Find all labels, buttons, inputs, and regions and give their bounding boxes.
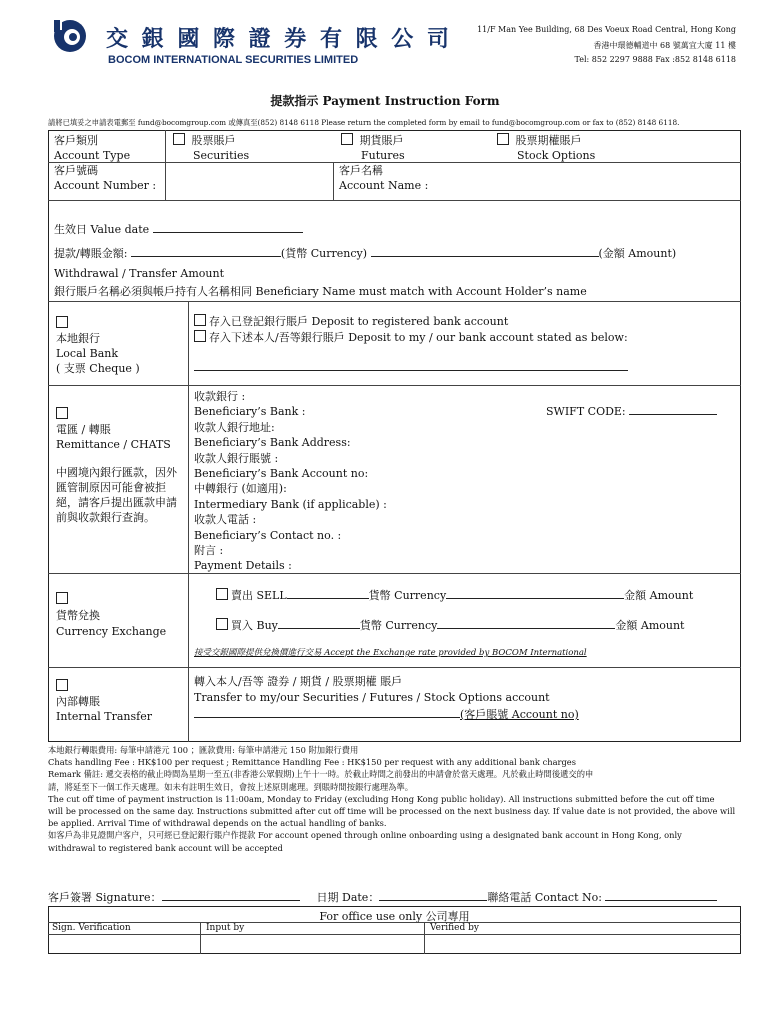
stock-options-checkbox[interactable] (497, 133, 509, 145)
amount-field[interactable]: 提款/轉賬金額: (貨幣 Currency) (金額 Amount) (54, 247, 677, 260)
form-instruction: 請將已填妥之申請表電郵至 fund@bocomgroup.com 或傳真至(852) 8148 6118 Please return the completed form by email to fund@bocomgroup.com or fax to (852) 8148 6118. (48, 118, 680, 127)
stated-account-checkbox[interactable] (194, 330, 206, 342)
remittance-fields[interactable]: 收款銀行 : Beneficiary’s Bank : SWIFT CODE: 收款人銀行地址: Beneficiary’s Bank Address: 收款人銀行賬號 : Beneficiary’s Bank Account no: 中轉銀行 (如適用): Intermediary Bank (if applicable) : 收款人電話 : Beneficiary’s Contact no. : 附言 : Payment Details : (194, 389, 734, 574)
address-en: 11/F Man Yee Building, 68 Des Voeux Road Central, Hong Kong (477, 25, 736, 34)
fees-remarks: 本地銀行轉賬費用: 每筆申請港元 100 ；匯款費用: 每筆申請港元 150 附加銀行費用 Chats handling Fee : HK$100 per request ; Remittance Handling Fee : HK$150 per request with any additional bank charges Remark 備註: 遞交表格的截止時間為星期一至五(非香港公眾假期)上午十一時。於截止時間之前發出的申請會於當天處理。凡於截止時間後遞交的申 請，將延至下一個工作天處理。如未有註明生效日，會按上述原則處理。到賬時間按銀行處理為準。 The cut off time of payment instruction is 11:00am, Monday to Friday (excluding Hong Kong public holiday). All instructions submitted before the cut off time will be processed on the same day. Instructions submitted after cut off time will be processed on the next business day. If value date is not provided, the above will be applied. Arrival Time of withdrawal depends on the actual handling of banks. 如客戶為非見證開户客户，只可經已登記銀行賬户作提款 For account opened through online onboarding using a designated bank account in Hong Kong, only withdrawal to registered bank account will be accepted (48, 745, 736, 853)
sell-row[interactable]: 賣出 SELL 貨幣 Currency 金額 Amount (216, 587, 693, 603)
internal-account-field[interactable]: (客戶賬號 Account no) (194, 706, 579, 722)
sell-checkbox[interactable] (216, 588, 228, 600)
securities-option[interactable]: 股票賬戶 Securities (173, 133, 249, 163)
stock-options-option[interactable]: 股票期權賬戶 Stock Options (497, 133, 595, 163)
local-bank-options[interactable]: 存入已登記銀行賬戶 Deposit to registered bank account 存入下述本人/吾等銀行賬戶 Deposit to my / our bank account stated as below: (194, 314, 628, 346)
withdrawal-label: Withdrawal / Transfer Amount (54, 267, 224, 280)
remittance-checkbox[interactable] (56, 407, 68, 419)
futures-option[interactable]: 期貨賬戶 Futures (341, 133, 405, 163)
account-name-label: 客戶名稱 Account Name : (339, 164, 429, 192)
form-title: 提款指示 Payment Instruction Form (270, 94, 500, 108)
address-cn: 香港中環德輔道中 68 號萬宜大廈 11 樓 (593, 41, 736, 50)
value-date-field[interactable]: 生效日 Value date (54, 221, 303, 237)
remittance-note: 中國境內銀行匯款，因外匯管制原因可能會被拒絕，請客戶提出匯款申請前與收款銀行查詢。 (56, 466, 177, 524)
futures-checkbox[interactable] (341, 133, 353, 145)
tel-fax: Tel: 852 2297 9888 Fax :852 8148 6118 (574, 55, 736, 64)
company-name-en: BOCOM INTERNATIONAL SECURITIES LIMITED (108, 54, 359, 66)
internal-transfer-section[interactable]: 內部轉賬 Internal Transfer (56, 679, 152, 724)
verified-by-label: Verified by (430, 923, 479, 933)
bocom-logo (50, 16, 94, 54)
bank-account-line[interactable] (194, 370, 628, 371)
sign-verification-label: Sign. Verification (52, 923, 131, 933)
internal-transfer-text: 轉入本人/吾等 證券 / 期貨 / 股票期權 賬戶 Transfer to my/our Securities / Futures / Stock Options account (194, 675, 550, 704)
remittance-section[interactable]: 電匯 / 轉賬 Remittance / CHATS (56, 407, 171, 452)
internal-transfer-checkbox[interactable] (56, 679, 68, 691)
buy-row[interactable]: 買入 Buy 貨幣 Currency 金額 Amount (216, 617, 684, 633)
buy-checkbox[interactable] (216, 618, 228, 630)
exchange-checkbox[interactable] (56, 592, 68, 604)
input-by-label: Input by (206, 923, 245, 933)
beneficiary-note: 銀行賬戶名稱必須與帳戶持有人名稱相同 Beneficiary Name must match with Account Holder’s name (54, 285, 587, 298)
local-bank-checkbox[interactable] (56, 316, 68, 328)
account-number-label: 客戶號碼 Account Number : (54, 164, 157, 192)
local-bank-section[interactable]: 本地銀行 Local Bank ( 支票 Cheque ) (56, 316, 140, 376)
office-use-title: For office use only 公司專用 (319, 910, 470, 923)
signature-row[interactable]: 客戶簽署 Signature： 日期 Date： 聯絡電話 Contact No: (48, 889, 717, 905)
exchange-section[interactable]: 貨幣兌換 Currency Exchange (56, 592, 166, 640)
accept-rate-note: 接受交銀國際提供兌換價進行交易 Accept the Exchange rate provided by BOCOM International (194, 648, 587, 658)
company-name-cn: 交 銀 國 際 證 券 有 限 公 司 (106, 26, 452, 52)
account-type-label: 客戶類別 Account Type (54, 134, 131, 162)
securities-checkbox[interactable] (173, 133, 185, 145)
registered-account-checkbox[interactable] (194, 314, 206, 326)
